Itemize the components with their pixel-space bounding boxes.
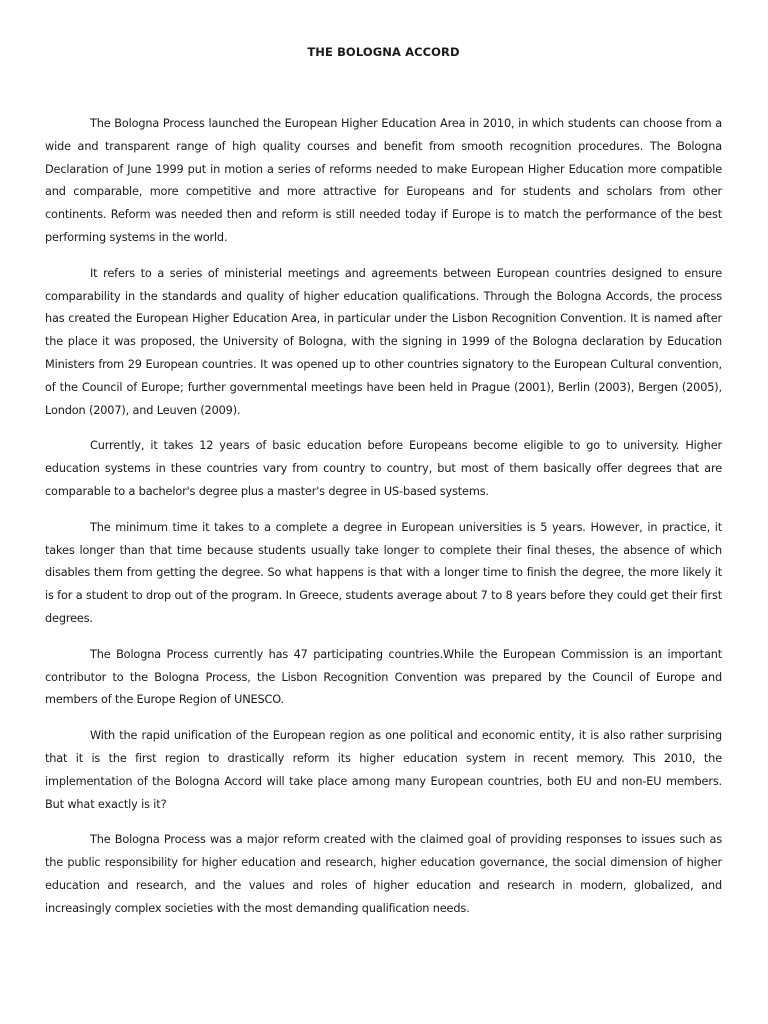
document-title: THE BOLOGNA ACCORD (307, 45, 460, 59)
paragraph-4: The minimum time it takes to a complete a degree in European universities is 5 years. However, in practice, it takes longer than that time because students usually take longer to complete their final theses, the absence of which disables them from getting the degree. So what happens is that with a longer time to finish the degree, the more likely it is for a student to drop out of the program. In Greece, students average about 7 to 8 years before they could get their first degrees. (45, 520, 722, 625)
paragraph-6: With the rapid unification of the European region as one political and economic entity, it is also rather surprising that it is the first region to drastically reform its higher education system in recent memory. This 2010, the implementation of the Bologna Accord will take place among many European countries, both EU and non-EU members. But what exactly is it? (45, 729, 722, 811)
paragraph-7: The Bologna Process was a major reform created with the claimed goal of providing responses to issues such as the public responsibility for higher education and research, higher education governance, the social dimension of higher education and research, and the values and roles of higher education and research in modern, globalized, and increasingly complex societies with the most demanding qualification needs. (45, 833, 722, 915)
paragraph-2: It refers to a series of ministerial meetings and agreements between European countries designed to ensure comparability in the standards and quality of higher education qualifications. Through the Bologna Accords, the process has created the European Higher Education Area, in particular under the Lisbon Recognition Convention. It is named after the place it was proposed, the University of Bologna, with the signing in 1999 of the Bologna declaration by Education Ministers from 29 European countries. It was opened up to other countries signatory to the European Cultural convention, of the Council of Europe; further governmental meetings have been held in Prague (2001), Berlin (2003), Bergen (2005), London (2007), and Leuven (2009). (45, 266, 722, 417)
paragraph-1: The Bologna Process launched the European Higher Education Area in 2010, in which students can choose from a wide and transparent range of high quality courses and benefit from smooth recognition procedures. The Bologna Declaration of June 1999 put in motion a series of reforms needed to make European Higher Education more compatible and comparable, more competitive and more attractive for Europeans and for students and scholars from other continents. Reform was needed then and reform is still needed today if Europe is to match the performance of the best performing systems in the world. (45, 117, 722, 244)
paragraph-3: Currently, it takes 12 years of basic education before Europeans become eligible to go to university. Higher education systems in these countries vary from country to country, but most of them basically offer degrees that are comparable to a bachelor's degree plus a master's degree in US-based systems. (45, 439, 722, 498)
paragraph-5: The Bologna Process currently has 47 participating countries.While the European Commission is an important contributor to the Bologna Process, the Lisbon Recognition Convention was prepared by the Council of Europe and members of the Europe Region of UNESCO. (45, 647, 722, 707)
